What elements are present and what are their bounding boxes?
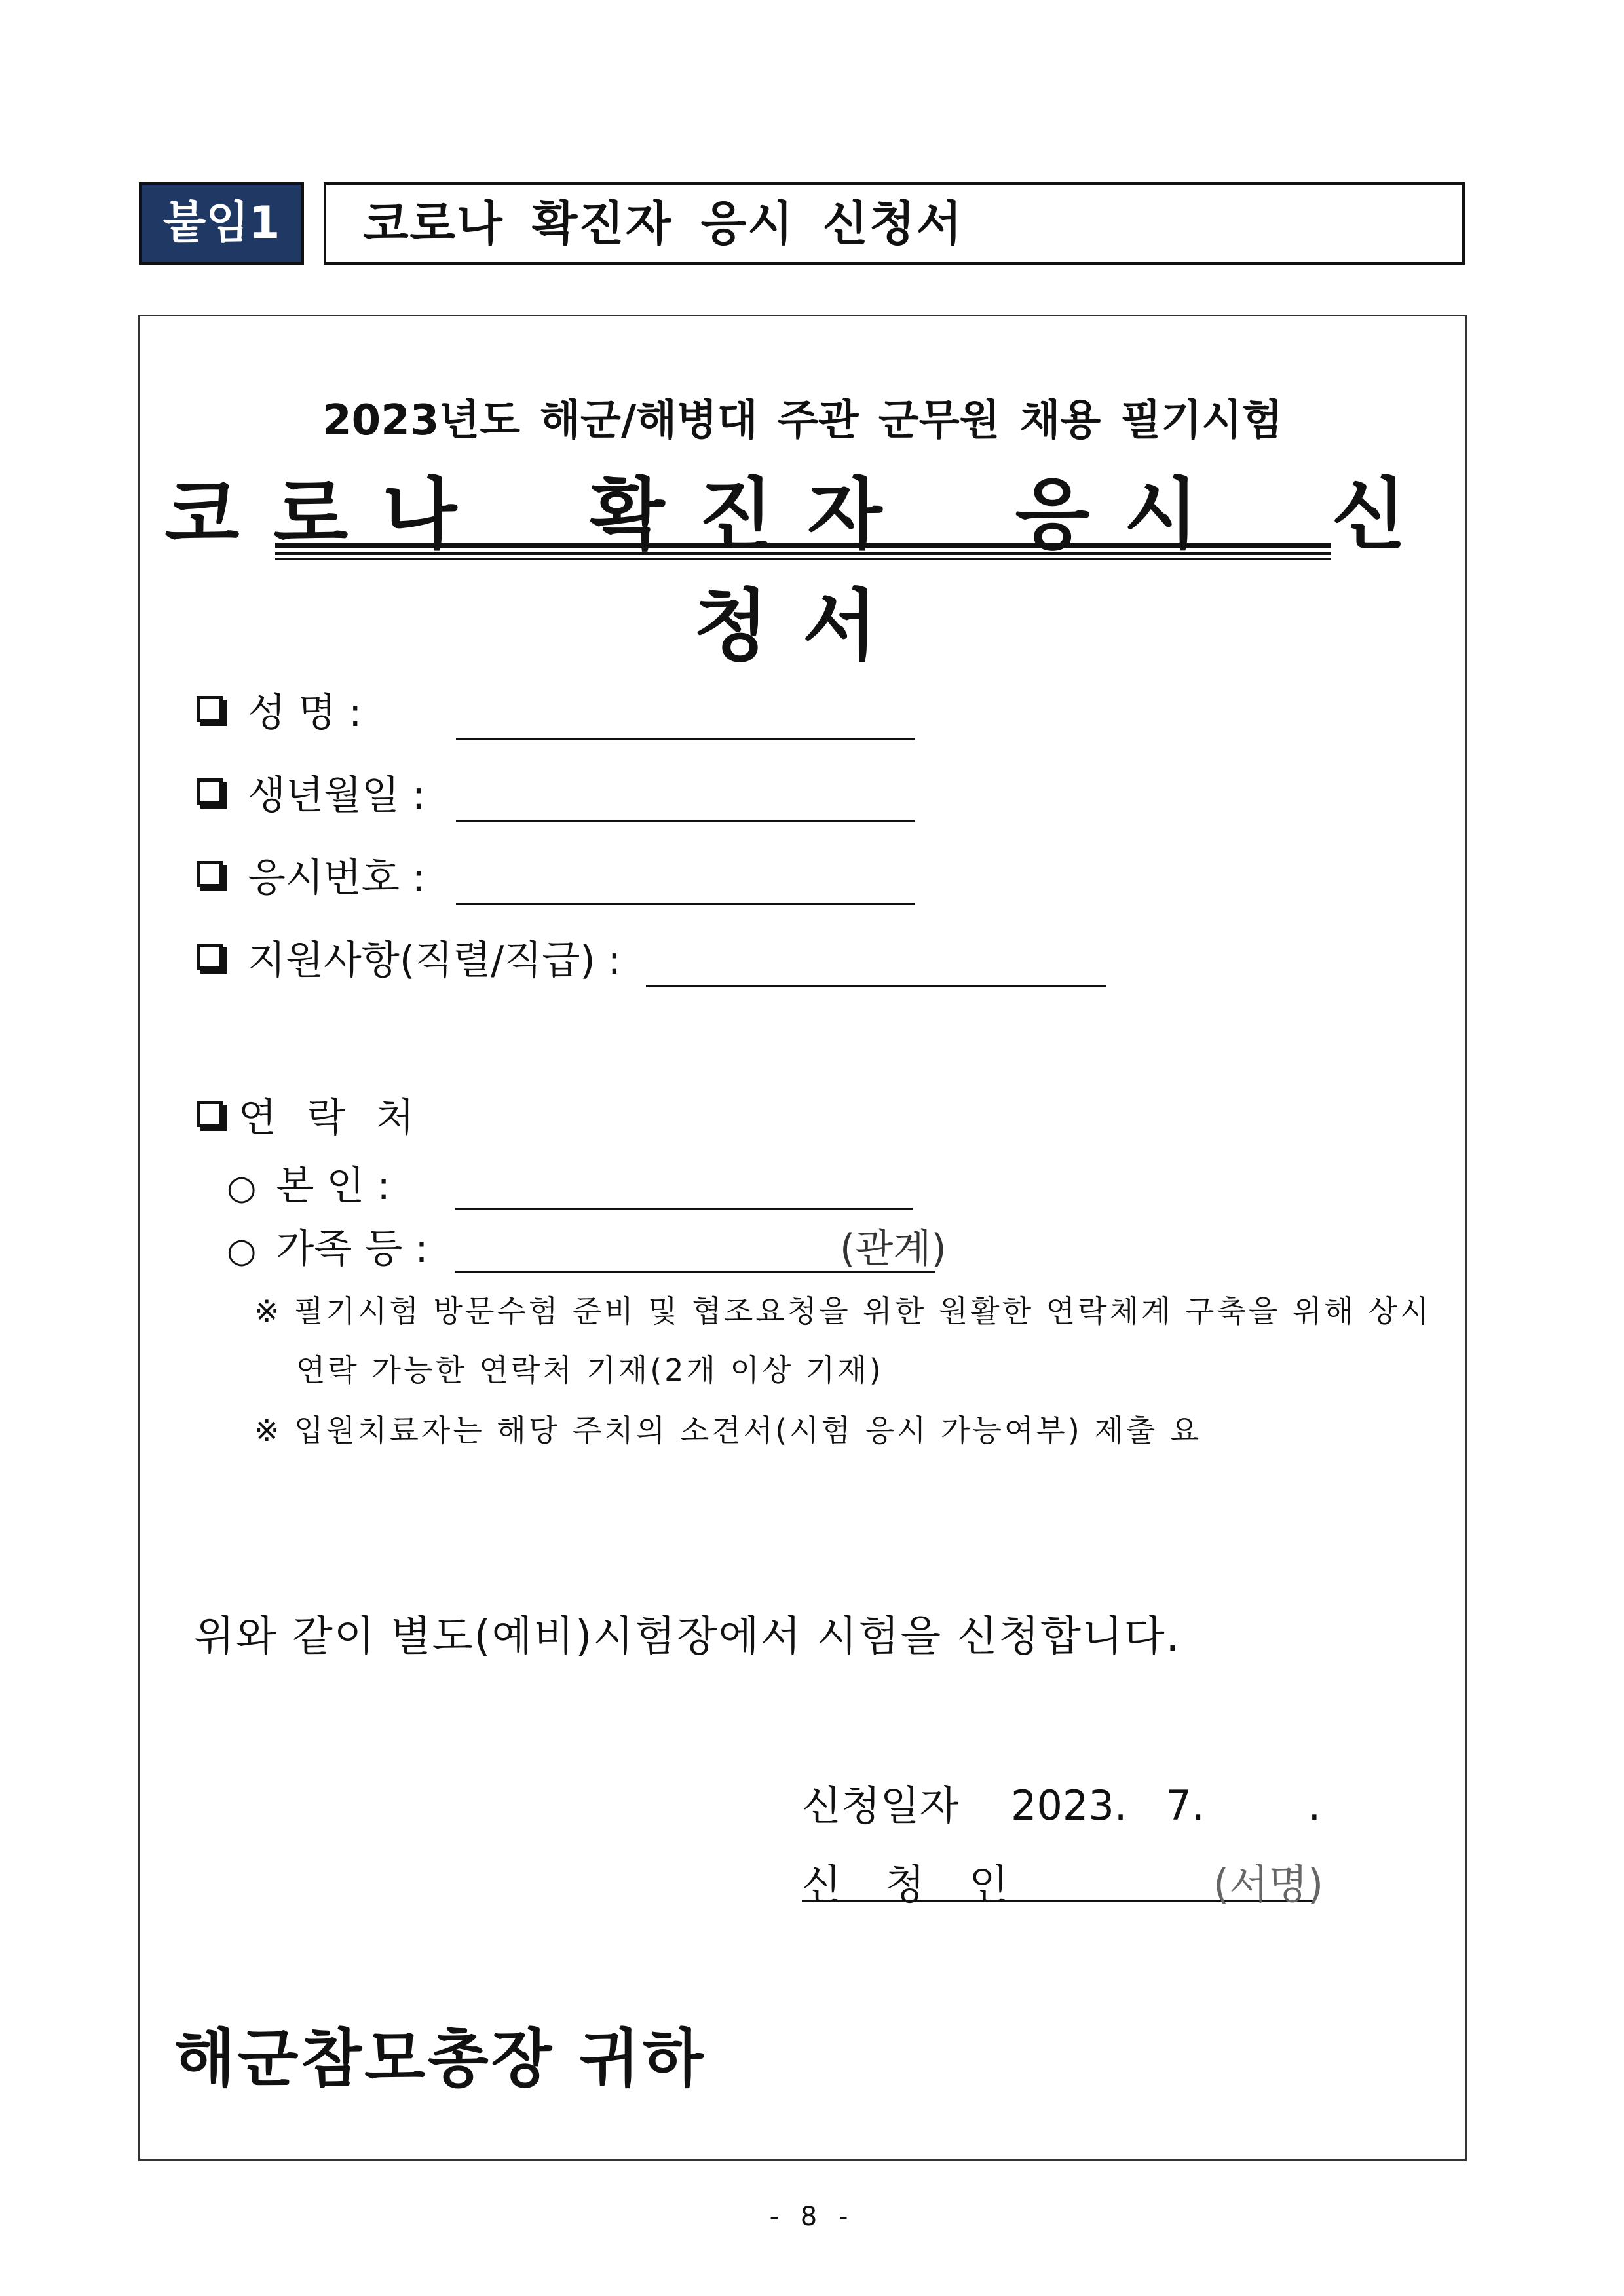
signature-label: (서명) — [1213, 1860, 1324, 1908]
contact-section — [197, 1092, 423, 1144]
note-line: 연락 가능한 연락처 기재(2개 이상 기재) — [296, 1352, 884, 1388]
header-title: 코로나 확진자 응시 신청서 — [363, 196, 964, 251]
note-line: ※ 입원치료자는 해당 주치의 소견서(시험 응시 가능여부) 제출 요 — [254, 1413, 1202, 1448]
checkbox-bullet-icon — [197, 944, 223, 970]
checkbox-bullet-icon — [197, 861, 223, 887]
self-contact-input-line[interactable] — [455, 1208, 913, 1210]
application-date — [802, 1773, 1321, 1831]
position-input-line[interactable] — [646, 985, 1106, 987]
contact-label: 연 락 처 — [238, 1095, 424, 1141]
form-title: 코로나 확진자 응시 신청서 — [164, 469, 1441, 671]
applicant-label: 신 청 인 — [802, 1860, 1025, 1908]
exam-number-input-line[interactable] — [456, 903, 915, 905]
checkbox-bullet-icon — [197, 1101, 223, 1127]
title-underline — [275, 543, 1331, 548]
name-label: 성 명 : — [248, 690, 362, 736]
family-contact-field — [227, 1223, 428, 1277]
checkbox-bullet-icon — [197, 778, 223, 805]
closing-addressee: 해군참모총장 귀하 — [174, 2022, 706, 2095]
checkbox-bullet-icon — [197, 696, 223, 722]
form-subtitle: 2023년도 해군/해병대 주관 군무원 채용 필기시험 — [322, 396, 1283, 445]
relation-label: (관계) — [840, 1226, 947, 1272]
family-contact-label: 가족 등 : — [276, 1226, 428, 1272]
circle-bullet-icon: ○ — [227, 1231, 257, 1271]
name-field — [197, 687, 362, 739]
exam-number-label: 응시번호 : — [248, 855, 426, 901]
title-underline — [275, 558, 1331, 560]
attachment-tag: 붙임1 — [139, 182, 304, 265]
exam-number-field — [197, 852, 425, 904]
birth-input-line[interactable] — [456, 820, 915, 822]
birth-field — [197, 769, 425, 822]
title-underline — [275, 552, 1331, 555]
circle-bullet-icon: ○ — [227, 1168, 257, 1208]
header-title-box — [324, 182, 1465, 265]
position-field — [197, 934, 621, 987]
application-statement: 위와 같이 별도(예비)시험장에서 시험을 신청합니다. — [194, 1613, 1180, 1661]
name-input-line[interactable] — [456, 738, 915, 740]
note-line: ※ 필기시험 방문수험 준비 및 협조요청을 위한 원활한 연락체계 구축을 위해 상시 — [254, 1293, 1432, 1329]
self-contact-field — [227, 1160, 390, 1214]
birth-label: 생년월일 : — [248, 773, 426, 818]
position-label: 지원사항(직렬/직급) : — [248, 938, 621, 984]
page-number: - 8 - — [769, 2202, 855, 2232]
self-contact-label: 본 인 : — [276, 1163, 390, 1209]
date-value: 2023. 7. . — [1011, 1782, 1321, 1829]
date-label: 신청일자 — [802, 1782, 959, 1829]
